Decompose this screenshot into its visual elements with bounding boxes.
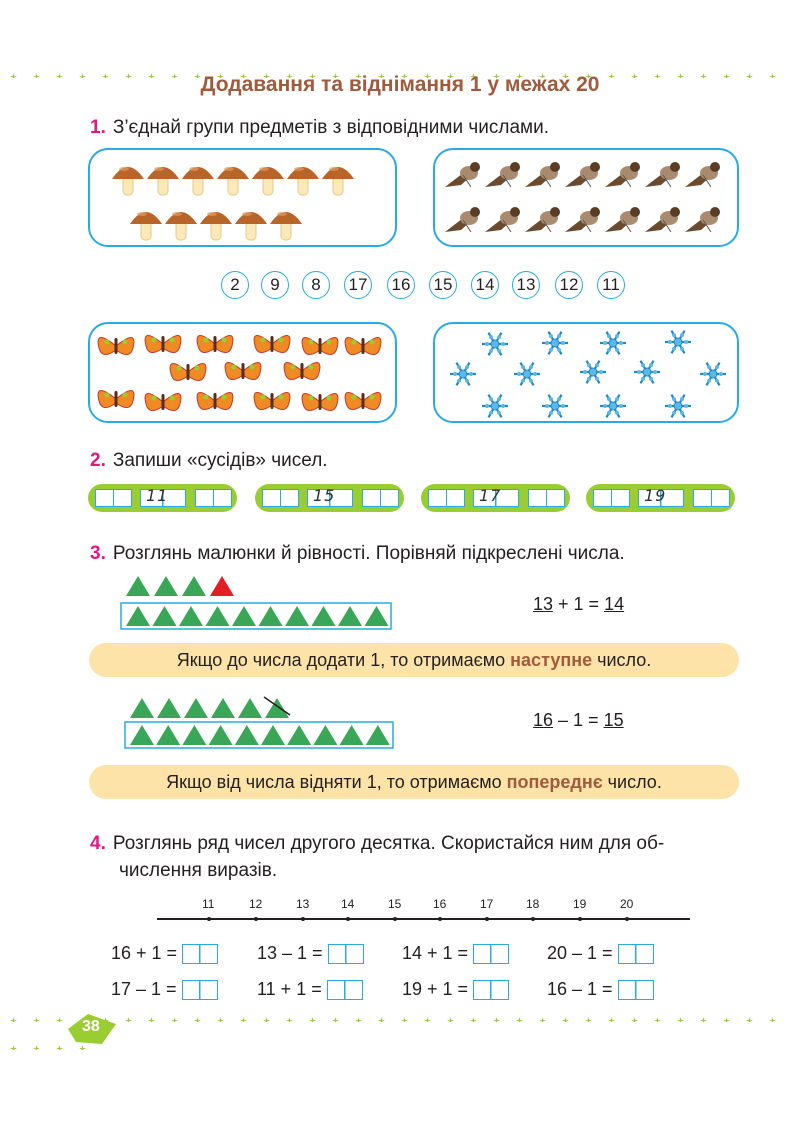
star-icon bbox=[217, 1011, 224, 1018]
number-line-label: 15 bbox=[388, 897, 402, 911]
expression-text: 19 + 1 = bbox=[402, 979, 474, 999]
task-number: 2. bbox=[90, 450, 106, 471]
answer-box[interactable] bbox=[618, 944, 654, 964]
star-icon bbox=[125, 1011, 132, 1018]
triangle-icon bbox=[340, 725, 364, 745]
task-4 bbox=[90, 833, 664, 855]
answer-box[interactable] bbox=[473, 980, 509, 1000]
neighbor-after-box[interactable] bbox=[528, 489, 547, 507]
number-line-label: 18 bbox=[526, 897, 540, 911]
snowflake-icon bbox=[580, 361, 606, 384]
triangle-icon bbox=[365, 606, 389, 626]
triangle-icon bbox=[210, 576, 234, 596]
rule-next-number bbox=[89, 643, 739, 677]
star-icon bbox=[516, 1011, 523, 1018]
answer-box[interactable] bbox=[182, 980, 218, 1000]
snowflake-icon bbox=[542, 395, 568, 418]
sparrow-icon bbox=[645, 207, 680, 232]
sparrow-icon bbox=[645, 162, 680, 187]
number-circle-15[interactable]: 15 bbox=[429, 271, 457, 299]
sparrow-icon bbox=[565, 162, 600, 187]
triangle-icon bbox=[182, 725, 206, 745]
butterfly-icon bbox=[345, 337, 381, 354]
butterfly-icons bbox=[90, 324, 395, 421]
neighbor-before-box[interactable] bbox=[428, 489, 447, 507]
star-border-bottom bbox=[0, 1008, 800, 1022]
expression-text: 16 – 1 = bbox=[547, 979, 618, 999]
star-icon bbox=[355, 1011, 362, 1018]
expression-text: 17 – 1 = bbox=[111, 979, 182, 999]
triangles-subtraction bbox=[118, 690, 403, 750]
number-line-label: 16 bbox=[433, 897, 447, 911]
butterfly-icon bbox=[345, 392, 381, 409]
star-icon bbox=[332, 1011, 339, 1018]
star-icon bbox=[56, 1039, 63, 1046]
mushroom-icon bbox=[287, 167, 319, 195]
snowflake-icon bbox=[482, 395, 508, 418]
triangle-icon bbox=[261, 725, 285, 745]
triangle-icon bbox=[182, 576, 206, 596]
number-line-label: 19 bbox=[573, 897, 587, 911]
number-circle-8[interactable]: 8 bbox=[302, 271, 330, 299]
number-line-label: 12 bbox=[249, 897, 263, 911]
star-icon bbox=[677, 1011, 684, 1018]
butterfly-icon bbox=[254, 392, 290, 409]
butterfly-icon bbox=[98, 337, 134, 354]
star-icon bbox=[493, 1011, 500, 1018]
star-icon bbox=[539, 1011, 546, 1018]
neighbor-before-box[interactable] bbox=[280, 489, 299, 507]
butterfly-icon bbox=[145, 393, 181, 410]
expression bbox=[111, 979, 218, 1000]
mushroom-icon bbox=[182, 167, 214, 195]
sparrow-icon bbox=[685, 162, 720, 187]
snowflake-icon bbox=[514, 363, 540, 386]
snowflake-group[interactable] bbox=[433, 322, 739, 423]
page-number: 38 bbox=[82, 1018, 100, 1035]
task-1 bbox=[90, 117, 549, 139]
rule-text: Якщо до числа додати 1, то отримаємо bbox=[176, 650, 511, 670]
star-icon bbox=[378, 1011, 385, 1018]
neighbor-before-box[interactable] bbox=[95, 489, 114, 507]
sparrow-icon bbox=[605, 162, 640, 187]
star-icon bbox=[10, 1039, 17, 1046]
number-line-point bbox=[531, 917, 535, 921]
star-icon bbox=[424, 1011, 431, 1018]
neighbors-strip-17 bbox=[421, 484, 570, 512]
number-line-point bbox=[625, 917, 629, 921]
sparrow-icon bbox=[485, 162, 520, 187]
task-4-line-2: числення виразів. bbox=[119, 860, 278, 881]
star-icon bbox=[148, 1011, 155, 1018]
number-line-point bbox=[578, 917, 582, 921]
mushroom-icon bbox=[200, 212, 232, 240]
triangle-icon bbox=[126, 606, 150, 626]
triangle-icon bbox=[259, 606, 283, 626]
mushroom-icon bbox=[270, 212, 302, 240]
triangle-icon bbox=[366, 725, 390, 745]
mushroom-icon bbox=[130, 212, 162, 240]
eq-operator: + 1 = bbox=[553, 594, 605, 614]
neighbor-before-box[interactable] bbox=[611, 489, 630, 507]
butterfly-icon bbox=[145, 335, 181, 352]
neighbor-after-box[interactable] bbox=[711, 489, 730, 507]
neighbor-before-box[interactable] bbox=[593, 489, 612, 507]
triangle-icon bbox=[179, 606, 203, 626]
expression-text: 13 – 1 = bbox=[257, 943, 328, 963]
star-icon bbox=[585, 1011, 592, 1018]
sparrow-icon bbox=[445, 207, 480, 232]
mushroom-icon bbox=[252, 167, 284, 195]
neighbor-before-box[interactable] bbox=[446, 489, 465, 507]
task-number: 4. bbox=[90, 833, 106, 854]
task-number: 1. bbox=[90, 117, 106, 138]
given-number: 11 bbox=[146, 486, 169, 505]
star-icon bbox=[56, 1011, 63, 1018]
triangle-icon bbox=[287, 725, 311, 745]
mushroom-icon bbox=[112, 167, 144, 195]
sparrow-icon bbox=[685, 207, 720, 232]
task-3 bbox=[90, 543, 625, 565]
number-circle-12[interactable]: 12 bbox=[555, 271, 583, 299]
task-2 bbox=[90, 450, 328, 472]
butterfly-group[interactable] bbox=[88, 322, 397, 423]
number-circle-11[interactable]: 11 bbox=[597, 271, 625, 299]
triangle-icon bbox=[153, 606, 177, 626]
number-line bbox=[157, 918, 690, 920]
number-line-label: 14 bbox=[341, 897, 355, 911]
star-icon bbox=[700, 1011, 707, 1018]
triangle-icon bbox=[338, 606, 362, 626]
snowflake-icon bbox=[700, 363, 726, 386]
neighbor-after-box[interactable] bbox=[380, 489, 399, 507]
star-icon bbox=[746, 1011, 753, 1018]
expression-text: 11 + 1 = bbox=[257, 979, 327, 999]
star-icon bbox=[654, 1011, 661, 1018]
triangle-icon bbox=[156, 725, 180, 745]
equation-addition bbox=[533, 594, 624, 615]
neighbor-after-box[interactable] bbox=[195, 489, 214, 507]
number-line-point bbox=[301, 917, 305, 921]
number-circle-9[interactable]: 9 bbox=[261, 271, 289, 299]
number-line-label: 17 bbox=[480, 897, 494, 911]
neighbors-strip-15 bbox=[255, 484, 404, 512]
sparrow-icon bbox=[445, 162, 480, 187]
number-circle-16[interactable]: 16 bbox=[387, 271, 415, 299]
number-line-point bbox=[346, 917, 350, 921]
star-icon bbox=[33, 1039, 40, 1046]
rule-keyword: попереднє bbox=[506, 772, 603, 792]
star-icon bbox=[769, 1011, 776, 1018]
triangle-icon bbox=[211, 698, 235, 718]
butterfly-icon bbox=[197, 392, 233, 409]
rule-keyword: наступне bbox=[510, 650, 593, 670]
triangle-icon bbox=[154, 576, 178, 596]
triangle-icon bbox=[206, 606, 230, 626]
sparrow-icon bbox=[485, 207, 520, 232]
star-icon bbox=[723, 1011, 730, 1018]
expression bbox=[402, 943, 509, 964]
number-circle-2[interactable]: 2 bbox=[221, 271, 249, 299]
given-number: 19 bbox=[644, 486, 667, 505]
neighbor-after-box[interactable] bbox=[213, 489, 232, 507]
star-icon bbox=[194, 1011, 201, 1018]
star-icon bbox=[470, 1011, 477, 1018]
neighbor-after-box[interactable] bbox=[362, 489, 381, 507]
star-icon bbox=[263, 1011, 270, 1018]
butterfly-icon bbox=[284, 362, 320, 379]
equation-subtraction bbox=[533, 710, 624, 731]
rule-text-end: число. bbox=[592, 650, 652, 670]
mushroom-icon bbox=[217, 167, 249, 195]
neighbor-before-box[interactable] bbox=[113, 489, 132, 507]
answer-box[interactable] bbox=[618, 980, 654, 1000]
rule-previous-number bbox=[89, 765, 739, 799]
snowflake-icon bbox=[600, 395, 626, 418]
number-line-point bbox=[485, 917, 489, 921]
sparrow-icon bbox=[565, 207, 600, 232]
eq-operand: 13 bbox=[533, 594, 554, 614]
star-icon bbox=[309, 1011, 316, 1018]
expression-text: 14 + 1 = bbox=[402, 943, 474, 963]
expression bbox=[547, 943, 654, 964]
neighbors-strip-19 bbox=[586, 484, 735, 512]
given-number: 17 bbox=[479, 486, 502, 505]
task-text: Розглянь ряд чисел другого десятка. Скористайся ним для об- bbox=[112, 833, 665, 854]
expression bbox=[257, 943, 364, 964]
mushroom-group[interactable] bbox=[88, 148, 397, 247]
task-text: З’єднай групи предметів з відповідними числами. bbox=[112, 117, 549, 138]
triangle-icon bbox=[130, 725, 154, 745]
number-line-point bbox=[438, 917, 442, 921]
expression-text: 20 – 1 = bbox=[547, 943, 618, 963]
task-text: Розглянь малюнки й рівності. Порівняй підкреслені числа. bbox=[112, 543, 625, 564]
number-line-label: 20 bbox=[620, 897, 634, 911]
snowflake-icon bbox=[450, 363, 476, 386]
number-line-label: 11 bbox=[202, 897, 215, 911]
expression bbox=[111, 943, 218, 964]
triangle-icon bbox=[232, 606, 256, 626]
neighbors-strip-11 bbox=[88, 484, 237, 512]
triangle-icon bbox=[126, 576, 150, 596]
answer-box[interactable] bbox=[182, 944, 218, 964]
neighbor-before-box[interactable] bbox=[262, 489, 281, 507]
triangle-icon bbox=[184, 698, 208, 718]
rule-text: Якщо від числа відняти 1, то отримаємо bbox=[166, 772, 507, 792]
triangle-icon bbox=[285, 606, 309, 626]
star-icon bbox=[33, 1011, 40, 1018]
snowflake-icon bbox=[542, 332, 568, 355]
number-line-point bbox=[207, 917, 211, 921]
star-icon bbox=[631, 1011, 638, 1018]
butterfly-icon bbox=[197, 335, 233, 352]
expression bbox=[257, 979, 363, 1000]
given-number: 15 bbox=[313, 486, 336, 505]
triangle-icon bbox=[130, 698, 154, 718]
star-icon bbox=[10, 1011, 17, 1018]
butterfly-icon bbox=[98, 390, 134, 407]
eq-result: 15 bbox=[603, 710, 624, 730]
triangle-icon bbox=[313, 725, 337, 745]
number-line-point bbox=[254, 917, 258, 921]
mushroom-icons bbox=[90, 150, 395, 245]
star-icon bbox=[608, 1011, 615, 1018]
butterfly-icon bbox=[302, 393, 338, 410]
butterfly-icon bbox=[254, 335, 290, 352]
snowflake-icon bbox=[634, 361, 660, 384]
expression bbox=[402, 979, 509, 1000]
number-line-point bbox=[393, 917, 397, 921]
neighbor-after-box[interactable] bbox=[546, 489, 565, 507]
star-icon bbox=[401, 1011, 408, 1018]
sparrow-icons bbox=[435, 150, 737, 245]
butterfly-icon bbox=[225, 362, 261, 379]
star-icon bbox=[286, 1011, 293, 1018]
sparrow-group[interactable] bbox=[433, 148, 739, 247]
number-line-label: 13 bbox=[296, 897, 310, 911]
star-icon bbox=[240, 1011, 247, 1018]
mushroom-icon bbox=[235, 212, 267, 240]
number-circle-14[interactable]: 14 bbox=[471, 271, 499, 299]
task-text: Запиши «сусідів» чисел. bbox=[112, 450, 328, 471]
snowflake-icon bbox=[600, 332, 626, 355]
sparrow-icon bbox=[605, 207, 640, 232]
triangle-icon bbox=[157, 698, 181, 718]
snowflake-icon bbox=[665, 331, 691, 354]
answer-box[interactable] bbox=[328, 944, 364, 964]
triangle-icon bbox=[238, 698, 262, 718]
star-icon bbox=[447, 1011, 454, 1018]
neighbor-after-box[interactable] bbox=[693, 489, 712, 507]
eq-operand: 16 bbox=[533, 710, 554, 730]
expression-text: 16 + 1 = bbox=[111, 943, 183, 963]
number-circle-13[interactable]: 13 bbox=[512, 271, 540, 299]
answer-box[interactable] bbox=[327, 980, 363, 1000]
number-circle-17[interactable]: 17 bbox=[344, 271, 372, 299]
answer-box[interactable] bbox=[473, 944, 509, 964]
star-icon bbox=[562, 1011, 569, 1018]
mushroom-icon bbox=[147, 167, 179, 195]
rule-text-end: число. bbox=[602, 772, 662, 792]
triangle-icon bbox=[312, 606, 336, 626]
triangles-addition bbox=[118, 574, 398, 632]
mushroom-icon bbox=[165, 212, 197, 240]
page-title: Додавання та віднімання 1 у межах 20 bbox=[200, 73, 600, 96]
task-number: 3. bbox=[90, 543, 106, 564]
butterfly-icon bbox=[302, 337, 338, 354]
triangle-icon bbox=[209, 725, 233, 745]
triangle-icon bbox=[235, 725, 259, 745]
snowflake-icon bbox=[482, 333, 508, 356]
butterfly-icon bbox=[170, 363, 206, 380]
sparrow-icon bbox=[525, 207, 560, 232]
eq-result: 14 bbox=[604, 594, 625, 614]
eq-operator: – 1 = bbox=[553, 710, 604, 730]
snowflake-icons bbox=[435, 324, 737, 421]
expression bbox=[547, 979, 654, 1000]
sparrow-icon bbox=[525, 162, 560, 187]
mushroom-icon bbox=[322, 167, 354, 195]
star-icon bbox=[171, 1011, 178, 1018]
snowflake-icon bbox=[665, 395, 691, 418]
